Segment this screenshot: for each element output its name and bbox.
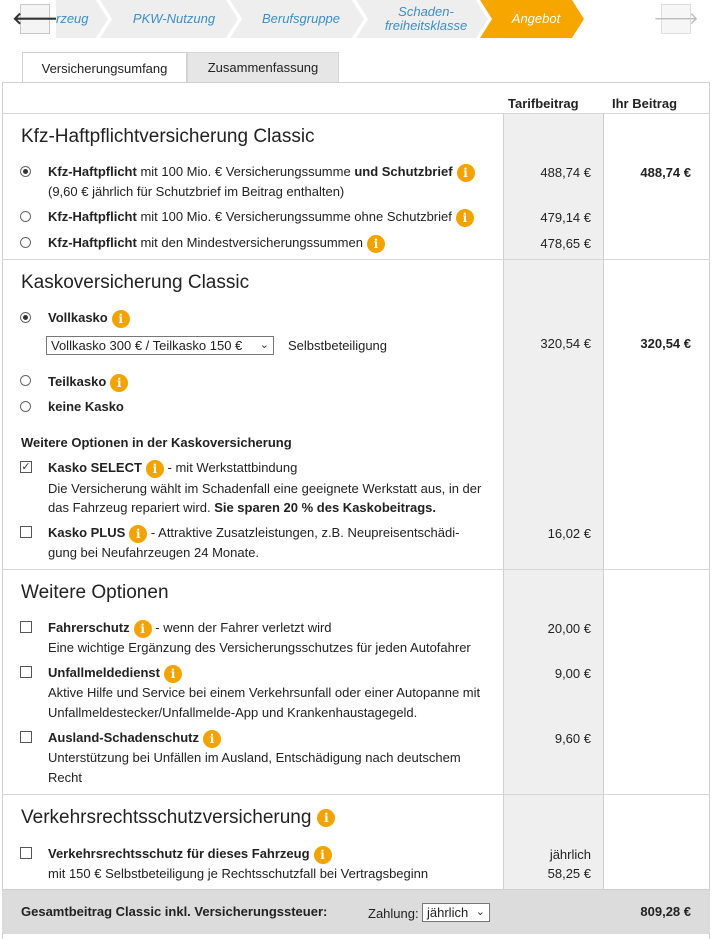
fahrerschutz-desc: Eine wichtige Ergänzung des Versicherungsschutzes für jeden Autofahrer (48, 640, 471, 655)
radio-vollkasko[interactable] (20, 312, 31, 323)
option-bold: Vollkasko (48, 310, 108, 325)
tab-zusammenfassung[interactable] (187, 52, 339, 82)
table-border-left (2, 82, 3, 939)
option-bold: Kfz-Haftpflicht (48, 235, 137, 250)
checkbox[interactable] (20, 526, 32, 538)
checkbox-verkehrsrechtsschutz[interactable] (20, 847, 32, 859)
section-title-rechtsschutz (21, 807, 335, 829)
price-tarif: 16,02 € (547, 526, 591, 541)
option-text: - Attraktive Zusatzleistungen, z.B. Neupreisentschädi- (147, 525, 460, 540)
wizard-step-berufsgruppe[interactable] (240, 0, 362, 38)
unfallmeldedienst-desc-2: Unfallmeldestecker/Unfallmelde-App und Krankenhaustagegeld. (48, 705, 418, 720)
info-icon[interactable]: i (110, 374, 128, 392)
zahlung-select[interactable] (422, 903, 490, 922)
ausland-desc-1: Unterstützung bei Unfällen im Ausland, Entschädigung nach deutschem (48, 750, 461, 765)
option-text: - mit Werkstattbindung (163, 460, 298, 475)
checkbox[interactable] (20, 621, 32, 633)
price-tarif: 320,54 € (540, 336, 591, 351)
checkbox-kasko-plus[interactable] (20, 526, 32, 538)
option-bold: keine Kasko (48, 399, 124, 414)
option-bold: Kfz-Haftpflicht (48, 164, 137, 179)
checkbox[interactable] (20, 847, 32, 859)
kasko-select-desc-2 (48, 498, 436, 518)
radio-button[interactable] (20, 166, 31, 177)
select-value: Vollkasko 300 € / Teilkasko 150 € (51, 338, 243, 353)
tab-label: Zusammenfassung (207, 60, 319, 75)
radio-haftpflicht-mindest[interactable] (20, 237, 31, 248)
wizard-step-label: Angebot (511, 11, 561, 26)
info-icon[interactable]: i (134, 620, 152, 638)
radio-button[interactable] (20, 237, 31, 248)
option-label-fahrerschutz (48, 618, 332, 638)
wizard-step-angebot[interactable] (490, 0, 582, 38)
radio-button[interactable] (20, 211, 31, 222)
checkbox-unfallmeldedienst[interactable] (20, 666, 32, 678)
ausland-desc-2: Recht (48, 770, 82, 785)
tab-label: Versicherungsumfang (41, 60, 168, 76)
option-text: mit 100 Mio. € Versicherungssumme ohne Schutzbrief (136, 209, 452, 224)
option-label-ausland (48, 728, 221, 748)
option-bold: Kasko SELECT (48, 460, 142, 475)
option-sub-haftpflicht-schutzbrief: (9,60 € jährlich für Schutzbrief im Beitrag enthalten) (48, 184, 345, 199)
header-divider (2, 113, 710, 114)
radio-keine-kasko[interactable] (20, 401, 31, 412)
checkbox-ausland-schadenschutz[interactable] (20, 731, 32, 743)
arrow-left-icon: 🡐 (12, 9, 58, 28)
info-icon[interactable]: i (317, 809, 335, 827)
chevron-down-icon: ⌄ (475, 906, 485, 918)
option-label-kasko-plus (48, 523, 459, 543)
kasko-weitere-title: Weitere Optionen in der Kaskoversicherung (21, 435, 292, 450)
back-button[interactable] (12, 4, 58, 34)
info-icon[interactable]: i (112, 310, 130, 328)
option-label-vollkasko (48, 308, 130, 328)
tab-versicherungsumfang[interactable] (22, 52, 187, 83)
total-amount: 809,28 € (640, 904, 691, 919)
price-tarif: 58,25 € (547, 866, 591, 881)
info-icon[interactable]: i (164, 665, 182, 683)
option-text: - wenn der Fahrer verletzt wird (151, 620, 332, 635)
radio-button[interactable] (20, 312, 31, 323)
verkehrsrechtsschutz-desc: mit 150 € Selbstbeteiligung je Rechtsschutzfall bei Vertragsbeginn (48, 866, 429, 881)
desc-text: das Fahrzeug repariert wird. (48, 500, 215, 515)
section-title-haftpflicht: Kfz-Haftpflichtversicherung Classic (21, 126, 315, 147)
price-tarif: 9,00 € (554, 666, 591, 681)
price-tarif: 479,14 € (540, 210, 591, 225)
option-label-keine-kasko (48, 397, 124, 417)
option-label-haftpflicht-ohne (48, 207, 474, 227)
zahlung-label: Zahlung: (368, 906, 419, 921)
option-text: mit 100 Mio. € Versicherungssumme (136, 164, 355, 179)
price-ihr: 488,74 € (640, 165, 691, 180)
section-divider (2, 569, 710, 570)
info-icon[interactable]: i (203, 730, 221, 748)
radio-button[interactable] (20, 375, 31, 386)
column-header-tarif: Tarifbeitrag (508, 96, 579, 111)
selbstbeteiligung-select[interactable] (46, 336, 274, 355)
selbstbeteiligung-label: Selbstbeteiligung (288, 338, 388, 353)
price-tarif: 478,65 € (540, 236, 591, 251)
option-bold: Teilkasko (48, 374, 107, 389)
wizard-step-label: Schaden- (398, 4, 454, 19)
price-tarif-interval: jährlich (549, 847, 591, 862)
wizard-step-fahrzeug[interactable] (56, 0, 96, 38)
option-label-unfallmeldedienst (48, 663, 182, 683)
radio-button[interactable] (20, 401, 31, 412)
radio-haftpflicht-schutzbrief[interactable] (20, 166, 31, 177)
column-header-ihr: Ihr Beitrag (612, 96, 678, 111)
price-tarif: 488,74 € (540, 165, 591, 180)
option-bold: Ausland-Schadenschutz (48, 730, 199, 745)
unfallmeldedienst-desc-1: Aktive Hilfe und Service bei einem Verkehrsunfall oder einer Autopanne mit (48, 685, 481, 700)
section-divider (2, 259, 710, 260)
checkbox[interactable] (20, 731, 32, 743)
kasko-plus-desc: gung bei Neufahrzeugen 24 Monate. (48, 545, 260, 560)
radio-haftpflicht-ohne-schutzbrief[interactable] (20, 211, 31, 222)
table-border-right (709, 82, 710, 939)
option-label-haftpflicht-schutzbrief (48, 162, 475, 182)
option-bold: Fahrerschutz (48, 620, 130, 635)
arrow-right-icon: 🡒 (653, 9, 699, 28)
info-icon[interactable]: i (457, 164, 475, 182)
checkbox[interactable]: ✓ (21, 460, 31, 473)
option-bold: Kfz-Haftpflicht (48, 209, 137, 224)
total-bar (2, 889, 710, 934)
wizard-step-schadenfreiheitsklasse[interactable] (366, 0, 486, 38)
total-label: Gesamtbeitrag Classic inkl. Versicherungssteuer: (21, 904, 328, 919)
option-text: mit den Mindestversicherungssummen (136, 235, 363, 250)
next-button[interactable] (653, 4, 699, 34)
info-icon[interactable]: i (456, 209, 474, 227)
wizard-step-label: Berufsgruppe (261, 11, 341, 26)
section-title-text: Verkehrsrechtsschutzversicherung (21, 807, 312, 828)
price-ihr: 320,54 € (640, 336, 691, 351)
section-divider (2, 794, 710, 795)
radio-teilkasko[interactable] (20, 375, 31, 386)
option-label-haftpflicht-mindest (48, 233, 385, 253)
price-tarif: 9,60 € (554, 731, 591, 746)
wizard-step-label-2: freiheitsklasse (384, 18, 468, 33)
tarif-column-shade (503, 113, 604, 889)
info-icon[interactable]: i (129, 525, 147, 543)
section-title-weitere: Weitere Optionen (21, 582, 169, 603)
price-tarif: 20,00 € (547, 621, 591, 636)
info-icon[interactable]: i (314, 846, 332, 864)
checkbox-fahrerschutz[interactable] (20, 621, 32, 633)
option-bold: Kasko PLUS (48, 525, 126, 540)
checkbox-kasko-select[interactable] (20, 461, 32, 473)
info-icon[interactable]: i (367, 235, 385, 253)
wizard-step-pkw-nutzung[interactable] (112, 0, 236, 38)
wizard-step-label: rzeug (56, 11, 89, 26)
kasko-select-desc-1: Die Versicherung wählt im Schadenfall eine geeignete Werkstatt aus, in der (48, 481, 482, 496)
option-bold: Verkehrsrechtsschutz für dieses Fahrzeug (48, 846, 310, 861)
select-value: jährlich (427, 905, 469, 920)
chevron-down-icon: ⌄ (259, 339, 269, 351)
option-label-teilkasko (48, 372, 128, 392)
section-title-kasko: Kaskoversicherung Classic (21, 272, 250, 293)
option-label-kasko-select (48, 458, 297, 478)
desc-bold: Sie sparen 20 % des Kaskobeitrags. (214, 500, 437, 515)
info-icon[interactable]: i (146, 460, 164, 478)
option-bold-2: und Schutzbrief (354, 164, 453, 179)
wizard-steps (0, 0, 712, 40)
checkbox[interactable] (20, 666, 32, 678)
option-bold: Unfallmeldedienst (48, 665, 160, 680)
option-label-verkehrsrechtsschutz (48, 844, 332, 864)
wizard-step-label: PKW-Nutzung (132, 11, 216, 26)
tab-divider (2, 82, 710, 83)
